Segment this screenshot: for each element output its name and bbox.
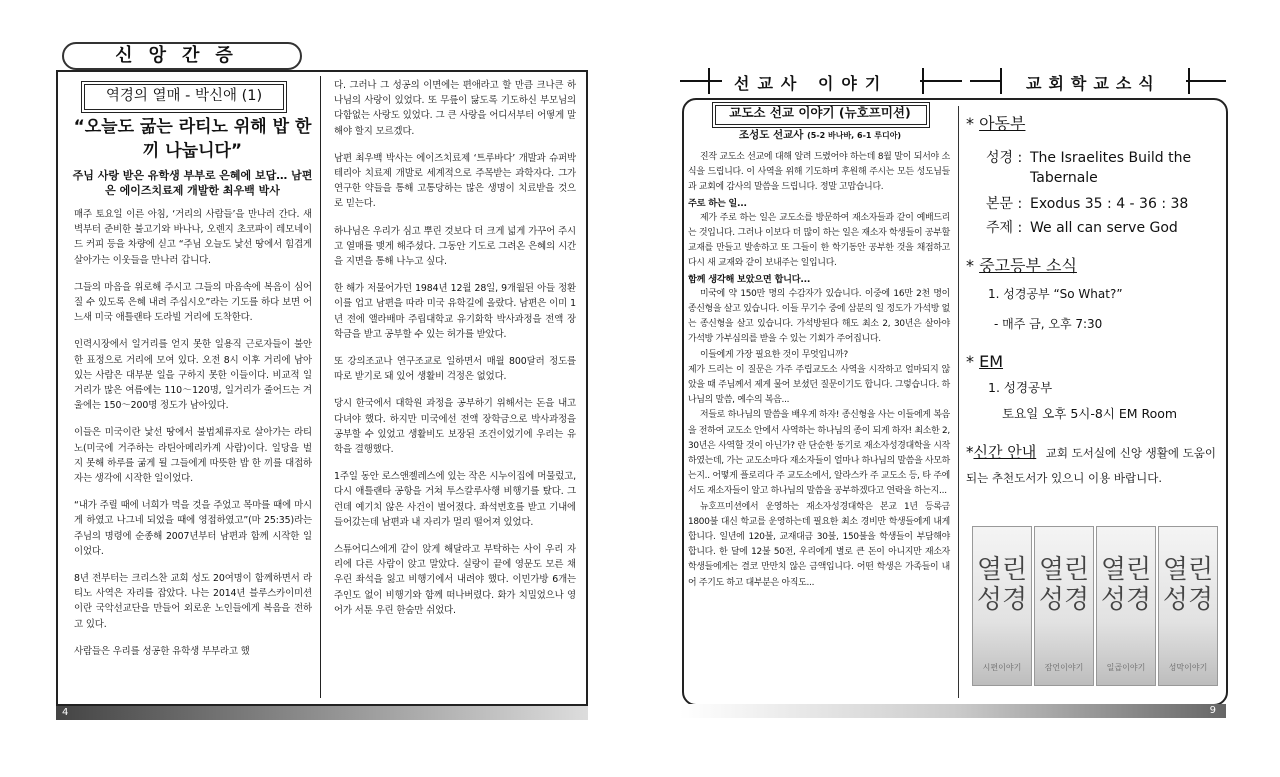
- mission-author: [688, 128, 952, 143]
- em-line-1: 1. 성경공부: [988, 380, 1053, 395]
- elementary-title: 아동부: [979, 114, 1026, 133]
- book-cover: [1034, 526, 1094, 686]
- paragraph: 한 해가 저물어가던 1984년 12월 28일, 9개월된 아들 정환이를 업고 남편을 따라 미국 유학길에 올랐다. 남편은 이미 1년 전에 앨라배마 주립대학교 유기화학 박사과정을 전액 장학금을 받고 공부할 수 있는 허가를 받았다.: [334, 283, 576, 340]
- page-number: 9: [1209, 705, 1216, 716]
- book-title: 열린 성경: [1038, 555, 1090, 615]
- column-divider: [320, 76, 321, 698]
- author-note: (5-2 바나바, 6-1 루디아): [807, 131, 902, 140]
- mission-header: 선교사 이야기: [734, 74, 889, 93]
- book-cover: [1158, 526, 1218, 686]
- youth-heading: [966, 254, 1226, 278]
- mission-body: [688, 150, 950, 591]
- paragraph: 8년 전부터는 크리스찬 교회 성도 20여명이 함께하면서 라티노 사역은 자리를 잡았다. 나는 2014년 블루스카이미션이란 국악선교단을 만들어 외로운 노인들에게 복음을 전하고 있다.: [74, 573, 312, 630]
- header-rule: [920, 80, 962, 82]
- paragraph: 제가 주로 하는 일은 교도소를 방문하여 재소자들과 같이 예배드리는 것입니다. 그러나 이보다 더 많이 하는 일은 재소자 학생들이 공부할 교재를 만들고 발송하고 또 그들이 한 학기동안 공부한 것을 채점하고 다시 새 교재와 같이 보내주는 일입니다.: [688, 212, 950, 269]
- paragraph: 당시 한국에서 대학원 과정을 공부하기 위해서는 돈을 내고 다녀야 했다. 하지만 미국에선 전액 장학금으로 박사과정을 공부할 수 있었고 생활비도 보장된 조건이었기에 우리는 유학을 결행했다.: [334, 398, 576, 456]
- elementary-heading: [966, 112, 1226, 136]
- header-rule: [970, 80, 1002, 82]
- header-bracket: [1188, 68, 1190, 94]
- paragraph: 미국에 약 150만 명의 수감자가 있습니다. 이중에 16만 2천 명이 종신형을 살고 있습니다. 이들 무기수 중에 삼분의 일 정도가 가석방 없는 종신형을 살고 있습니다. 가석방된다 해도 최소 2, 30년은 살아야 가석방 가부심의를 받을 수 있는 기회가 주어집니다.: [688, 288, 950, 345]
- paragraph: 사람들은 우리를 성공한 유학생 부부라고 했: [74, 645, 250, 657]
- subheading: 함께 생각해 보았으면 합니다...: [688, 273, 811, 285]
- school-news: [966, 112, 1226, 490]
- book-cover: [972, 526, 1032, 686]
- library-title: 신간 안내: [973, 443, 1037, 461]
- article-title: 역경의 열매 - 박신애 (1): [84, 84, 284, 110]
- paragraph: 이들은 미국이란 낯선 땅에서 불법체류자로 살아가는 라티노(미국에 거주하는 라틴아메리카계 사람)이다. 일당을 벌지 못해 하루를 굶게 될 그들에게 따뜻한 밥 한 끼를 대접하자는 생각에 시작한 일이었다.: [74, 427, 312, 485]
- book-title: 열린 성경: [1100, 555, 1152, 615]
- youth-title: 중고등부 소식: [979, 256, 1077, 275]
- paragraph: 저들로 하나님의 말씀을 배우게 하자! 종신형을 사는 이들에게 복음을 전하여 교도소 안에서 사역하는 하나님의 종이 되게 하자! 최소한 2, 30년은 사역할 것이 아닌가? 란 단순한 동기로 재소자성경대학을 시작하였는데, 가는 교도소마다 재소자들이 얼마나 하나님의 말씀을 사모하는지.. 어떻게 플로리다 주 교도소에서, 알라스카 주 교도소 등, 타 주에서도 재소자들이 알고 하나님의 말씀을 공부하겠다고 연락을 하는지...: [688, 410, 950, 497]
- verse-row: [986, 148, 1226, 188]
- header-bracket: [922, 68, 924, 94]
- verse-label: 성경 :: [986, 150, 1023, 166]
- text-ref: Exodus 35 : 4 - 36 : 38: [1030, 196, 1189, 212]
- paragraph: 그들의 마음을 위로해 주시고 그들의 마음속에 복음이 심어질 수 있도록 은혜 내려 주십시오”라는 기도를 하다 보면 어느새 미국 애틀랜타 도라빌 거리에 도착한다.: [74, 281, 312, 324]
- star-mark: *: [966, 114, 974, 133]
- paragraph: 뉴호프미션에서 운영하는 재소자성경대학은 본교 1년 등록금 1800불 대신 학교를 운영하는데 필요한 최소 경비만 학생들에게 내게합니다. 일년에 120불, 교재대금 30불, 150불을 학생들이 부담해야 합니다. 한 달에 12불 50전, 우리에게 별로 큰 돈이 아니지만 재소자 학생들에게는 결코 만만치 않은 금액입니다. 어떤 학생은 가족들이 내어 주기도 하고 대부분은 아직도...: [688, 501, 950, 588]
- paragraph: 1주일 동안 로스앤젤레스에 있는 작은 시누이집에 머물렀고, 다시 애틀랜타 공항을 거쳐 투스칼루사행 비행기를 탔다. 그런데 예기치 않은 사건이 벌어졌다. 좌석번호를 받고 기내에 들어갔는데 남편과 내 자리가 멀리 떨어져 있었다.: [334, 471, 576, 528]
- subheading: 주로 하는 일...: [688, 197, 747, 209]
- paragraph: 매주 토요일 이른 아침, ‘거리의 사람들’을 만나러 간다. 새벽부터 준비한 불고기와 바나나, 오렌지 초코파이 레모네이드 커피 등을 차량에 싣고 “주님 오늘도 낯선 땅에서 힘겹게 살아가는 이웃들을 만나러 갑니다.: [74, 209, 312, 266]
- paragraph: 이들에게 가장 필요한 것이 무엇입니까?: [700, 349, 848, 360]
- header-rule: [1186, 80, 1226, 82]
- book-subtitle: 시편이야기: [982, 663, 1022, 672]
- footer-bar-right: [680, 704, 1226, 718]
- book-title: 열린 성경: [1162, 555, 1214, 615]
- paragraph: 다. 그러나 그 성공의 이면에는 편애라고 할 만큼 크나큰 하나님의 사랑이 있었다. 또 무릎이 닳도록 기도하신 부모님의 다함없는 사랑도 있었다. 그 큰 사랑을 어디서부터 어떻게 말해야 할지 모르겠다.: [334, 80, 576, 137]
- elementary-details: [986, 148, 1226, 238]
- text-label: 본문 :: [986, 196, 1023, 212]
- page-number: 4: [62, 707, 69, 718]
- star-mark: *: [966, 443, 974, 461]
- theme-label: 주제 :: [986, 220, 1023, 236]
- book-covers: [968, 506, 1224, 692]
- star-mark: *: [966, 256, 974, 275]
- section-title-pill: 신앙간증: [62, 42, 302, 70]
- paragraph: 제가 드리는 이 질문은 가주 주립교도소 사역을 시작하고 얼마되지 않았을 때 주님께서 제게 물어 보셨던 질문이기도 합니다. 그렇습니다. 하나님의 말씀, 예수의 복음...: [688, 364, 950, 406]
- column-divider: [958, 106, 959, 698]
- paragraph: 진작 교도소 선교에 대해 알려 드렸어야 하는데 8월 말이 되서야 소식을 드립니다. 이 사역을 위해 기도하며 후원해 주시는 모든 성도님들과 교회에 감사의 말씀을 드립니다. 정말 고맙습니다.: [688, 152, 950, 193]
- article-left-column: [74, 207, 312, 671]
- paragraph: 하나님은 우리가 심고 뿌린 것보다 더 크게 넓게 가꾸어 주시고 열매를 맺게 해주셨다. 그동안 기도로 그려온 은혜의 시간을 지면을 통해 나누고 싶다.: [334, 225, 576, 268]
- book-subtitle: 잠언이야기: [1044, 663, 1084, 672]
- theme-text: We all can serve God: [1030, 220, 1178, 236]
- author-name: 조성도 선교사: [738, 129, 804, 141]
- library-text: 교회 도서실에 신앙 생활에 도움이 되는 추천도서가 있으니 이용 바랍니다.: [966, 446, 1216, 485]
- mission-title: 교도소 선교 이야기 (뉴호프미션): [729, 105, 911, 120]
- em-title: EM: [979, 352, 1004, 371]
- youth-line-1: 1. 성경공부 “So What?”: [988, 287, 1123, 301]
- paragraph: “내가 주릴 때에 너희가 먹을 것을 주었고 목마를 때에 마시게 하였고 나그네 되었을 때에 영접하였고”(마 25:35)라는 주님의 명령에 순종해 2007년부터 남편과 함께 시작한 일이었다.: [74, 500, 312, 557]
- em-line-2: 토요일 오후 5시-8시 EM Room: [1002, 406, 1178, 421]
- star-mark: *: [966, 352, 974, 371]
- paragraph: 남편 최우백 박사는 에이즈치료제 ‘트루바다’ 개발과 슈퍼박테리아 치료제 개발로 세계적으로 주목받는 과학자다. 그가 연구한 약들을 통해 고통당하는 많은 생명이 치료받을 것으로 믿는다.: [334, 152, 576, 210]
- library-heading: [966, 440, 1226, 490]
- paragraph: 스튜어디스에게 같이 앉게 해달라고 부탁하는 사이 우리 자리에 다른 사람이 앉고 말았다. 실랑이 끝에 영문도 모른 채 우린 좌석을 잃고 비행기에서 내려야 했다. 이민가방 6개는 주인도 없이 비행기와 함께 떠나버렸다. 화가 치밀었으나 영어가 서툰 우린 한숨만 쉬었다.: [334, 544, 576, 616]
- paragraph: 인력시장에서 일거리를 얻지 못한 일용직 근로자들이 불안한 표정으로 거리에 모여 있다. 오전 8시 이후 거리에 남아있는 사람은 대부분 일을 구하지 못한 이들이다. 비교적 일거리가 많은 여름에는 110～120명, 일거리가 줄어드는 겨울에는 150～200명 정도가 남아있다.: [74, 339, 312, 412]
- subhead: 주님 사랑 받은 유학생 부부로 은혜에 보답… 남편은 에이즈치료제 개발한 최우백 박사: [72, 169, 313, 197]
- header-rule: [680, 80, 722, 82]
- youth-line-2: - 매주 금, 오후 7:30: [994, 317, 1103, 331]
- book-cover: [1096, 526, 1156, 686]
- verse-title: The Israelites Build the Tabernale: [1030, 150, 1192, 186]
- book-subtitle: 성막이야기: [1168, 663, 1208, 672]
- headline: “오늘도 굶는 라티노 위해 밥 한 끼 나눕니다”: [73, 117, 312, 161]
- book-subtitle: 일곱이야기: [1106, 663, 1146, 672]
- book-title: 열린 성경: [976, 555, 1028, 615]
- theme-row: [986, 218, 1226, 238]
- text-row: [986, 194, 1226, 214]
- em-heading: [966, 350, 1226, 374]
- article-right-column: [334, 78, 576, 630]
- footer-bar-left: [56, 706, 588, 720]
- paragraph: 또 강의조교나 연구조교로 일하면서 매월 800달러 정도를 따로 받기로 돼 있어 생활비 걱정은 없었다.: [334, 356, 576, 383]
- school-header: 교회학교소식: [1026, 74, 1161, 93]
